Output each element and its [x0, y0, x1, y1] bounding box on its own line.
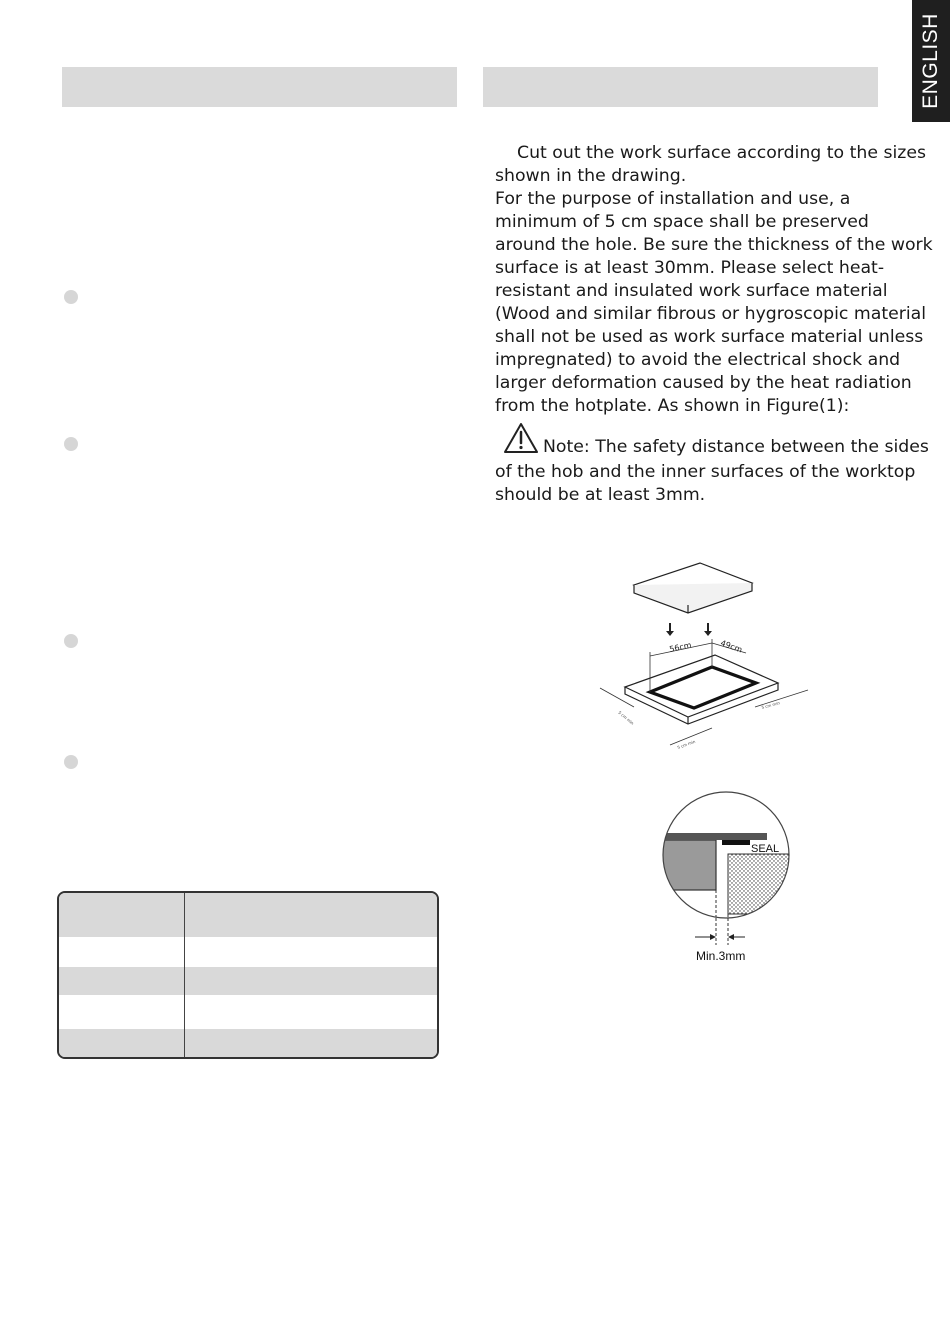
- clearance-arrow-left: [695, 934, 716, 940]
- installation-body: For the purpose of installation and use, a minimum of 5 cm space shall be preserved around the hole. Be sure the thickness of the work surface is at least 30mm. Please select heat-resistant and insulated work surface material (Wood and similar fibrous or hygroscopic material shall not be used as work surface material unless impregnated) to avoid the electrical shock and larger deformation caused by the heat radiation from the hotplate. As shown in Figure(1):: [495, 189, 933, 416]
- front-margin-label: 5 cm min: [676, 738, 696, 750]
- min-clearance-label: Min.3mm: [696, 949, 746, 963]
- placement-arrow: [666, 623, 674, 636]
- safety-note: [495, 422, 935, 507]
- installation-text: [495, 142, 935, 418]
- language-tab-label: ENGLISH: [919, 13, 942, 109]
- left-section-header: [62, 67, 457, 107]
- warning-icon: [503, 422, 539, 461]
- table-row: [59, 1029, 437, 1057]
- spec-table: [57, 891, 439, 1059]
- table-row: [59, 995, 437, 1029]
- clearance-arrow-right: [728, 934, 745, 940]
- installation-intro: Cut out the work surface according to the sizes shown in the drawing.: [495, 143, 926, 186]
- safety-note-text: Note: The safety distance between the sides of the hob and the inner surfaces of the worktop should be at least 3mm.: [495, 437, 929, 505]
- worktop-illustration: [625, 655, 778, 724]
- bullet-point: [64, 437, 78, 451]
- table-row: [59, 937, 437, 967]
- width-dimension-label: 56cm: [668, 640, 693, 654]
- seal-detail-diagram: [655, 790, 800, 970]
- language-tab: [912, 0, 950, 122]
- placement-arrow: [704, 623, 712, 636]
- right-margin-label: 5 cm min: [760, 700, 781, 710]
- bullet-point: [64, 634, 78, 648]
- bullet-point: [64, 290, 78, 304]
- table-row: [59, 893, 437, 937]
- table-row: [59, 967, 437, 995]
- right-section-header: [483, 67, 878, 107]
- bullet-point: [64, 755, 78, 769]
- table-column-divider: [184, 893, 185, 1057]
- cutout-diagram: [590, 555, 820, 760]
- seal-label: SEAL: [751, 843, 780, 855]
- hob-illustration: [634, 563, 752, 613]
- depth-dimension-label: 49cm: [719, 638, 744, 655]
- left-margin-label: 5 cm min: [617, 709, 635, 726]
